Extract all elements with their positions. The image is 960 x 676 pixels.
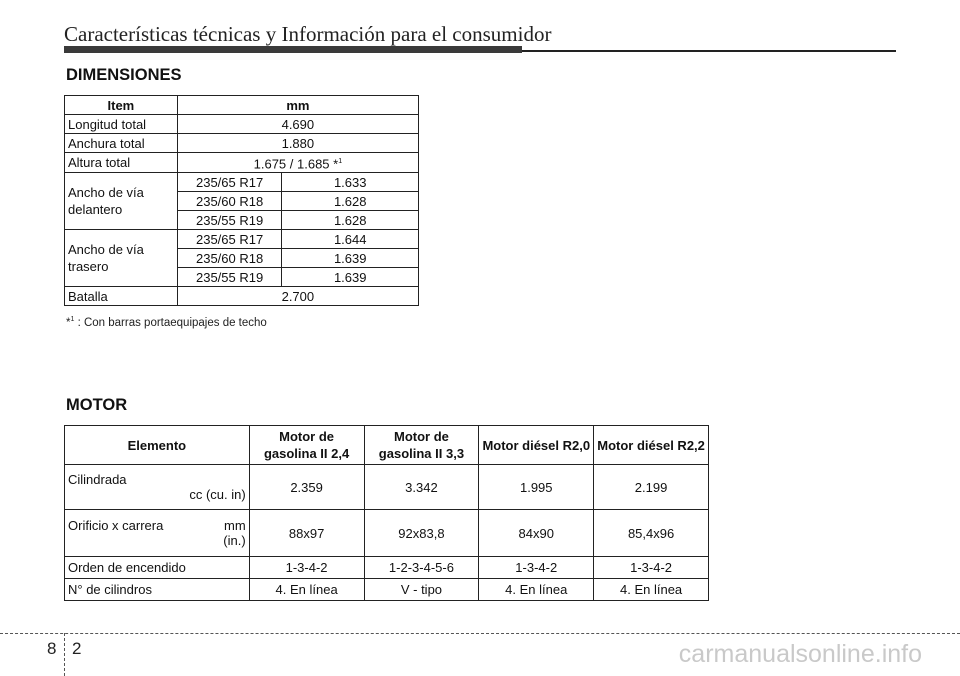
footer-divider: [64, 633, 65, 676]
cell-value: 4. En línea: [249, 579, 364, 601]
column-header: Motor diésel R2,2: [594, 426, 709, 465]
cell-value: 85,4x96: [594, 510, 709, 557]
dimensions-title: DIMENSIONES: [66, 66, 182, 84]
row-label: Ancho de vía delantero: [65, 173, 178, 230]
motor-table: [64, 425, 709, 601]
table-row: [65, 230, 419, 249]
table-row: [65, 287, 419, 306]
cell-value: 2.199: [594, 465, 709, 510]
header-rule-accent: [64, 46, 522, 53]
motor-title: MOTOR: [66, 396, 128, 414]
cell-value: 1-3-4-2: [594, 557, 709, 579]
table-row: [65, 557, 709, 579]
tire-size: 235/65 R17: [177, 230, 282, 249]
page-header-title: Características técnicas y Información para el consumidor: [64, 22, 552, 46]
row-label: N° de cilindros: [65, 579, 250, 601]
row-unit: cc (cu. in): [189, 487, 246, 502]
page-number-chapter: 8: [47, 639, 57, 658]
column-header: Motor diésel R2,0: [479, 426, 594, 465]
cell-value: 1.639: [282, 268, 419, 287]
row-label: Longitud total: [65, 115, 178, 134]
page-number: 2: [72, 639, 82, 658]
cell-value: 1.995: [479, 465, 594, 510]
dimensions-table: [64, 95, 419, 306]
table-header-row: [65, 426, 709, 465]
row-unit: (in.): [223, 533, 246, 548]
tire-size: 235/65 R17: [177, 173, 282, 192]
footnote-ref: 1: [338, 158, 343, 165]
tire-size: 235/55 R19: [177, 268, 282, 287]
footnote: [66, 316, 267, 329]
footnote-mark: *: [66, 316, 71, 329]
cell-value: 1.628: [282, 211, 419, 230]
table-row: [65, 510, 709, 557]
column-header: mm: [177, 96, 418, 115]
column-header: Motor de gasolina II 2,4: [249, 426, 364, 465]
column-header: Item: [65, 96, 178, 115]
cell-value: 2.700: [177, 287, 418, 306]
cell-value: [177, 153, 418, 173]
row-label: [65, 510, 250, 557]
tire-size: 235/60 R18: [177, 192, 282, 211]
table-header-row: [65, 96, 419, 115]
cell-value: 84x90: [479, 510, 594, 557]
table-row: [65, 465, 709, 510]
table-row: [65, 153, 419, 173]
cell-value: 1.880: [177, 134, 418, 153]
row-label-text: Orificio x carrera: [68, 518, 164, 533]
row-label: Batalla: [65, 287, 178, 306]
row-label: Ancho de vía trasero: [65, 230, 178, 287]
row-label-text: Cilindrada: [68, 472, 127, 487]
column-header: Motor de gasolina II 3,3: [364, 426, 479, 465]
cell-value: 4.690: [177, 115, 418, 134]
tire-size: 235/60 R18: [177, 249, 282, 268]
footnote-number: 1: [70, 316, 75, 323]
cell-value: 2.359: [249, 465, 364, 510]
height-value: 1.675 / 1.685 *: [253, 156, 339, 172]
cell-value: 1.633: [282, 173, 419, 192]
footer-rule: [0, 633, 960, 634]
row-label: [65, 465, 250, 510]
cell-value: 92x83,8: [364, 510, 479, 557]
cell-value: V - tipo: [364, 579, 479, 601]
cell-value: 1.639: [282, 249, 419, 268]
table-row: [65, 134, 419, 153]
watermark: carmanualsonline.info: [678, 640, 922, 668]
cell-value: 4. En línea: [479, 579, 594, 601]
cell-value: 88x97: [249, 510, 364, 557]
row-label: Altura total: [65, 153, 178, 173]
footnote-text: : Con barras portaequipajes de techo: [74, 316, 267, 329]
cell-value: 1.628: [282, 192, 419, 211]
cell-value: 1.644: [282, 230, 419, 249]
cell-value: 1-3-4-2: [479, 557, 594, 579]
row-unit: mm: [224, 518, 246, 533]
table-row: [65, 579, 709, 601]
tire-size: 235/55 R19: [177, 211, 282, 230]
cell-value: 4. En línea: [594, 579, 709, 601]
table-row: [65, 173, 419, 192]
table-row: [65, 115, 419, 134]
cell-value: 1-3-4-2: [249, 557, 364, 579]
cell-value: 3.342: [364, 465, 479, 510]
row-label: Orden de encendido: [65, 557, 250, 579]
row-label: Anchura total: [65, 134, 178, 153]
column-header: Elemento: [65, 426, 250, 465]
cell-value: 1-2-3-4-5-6: [364, 557, 479, 579]
